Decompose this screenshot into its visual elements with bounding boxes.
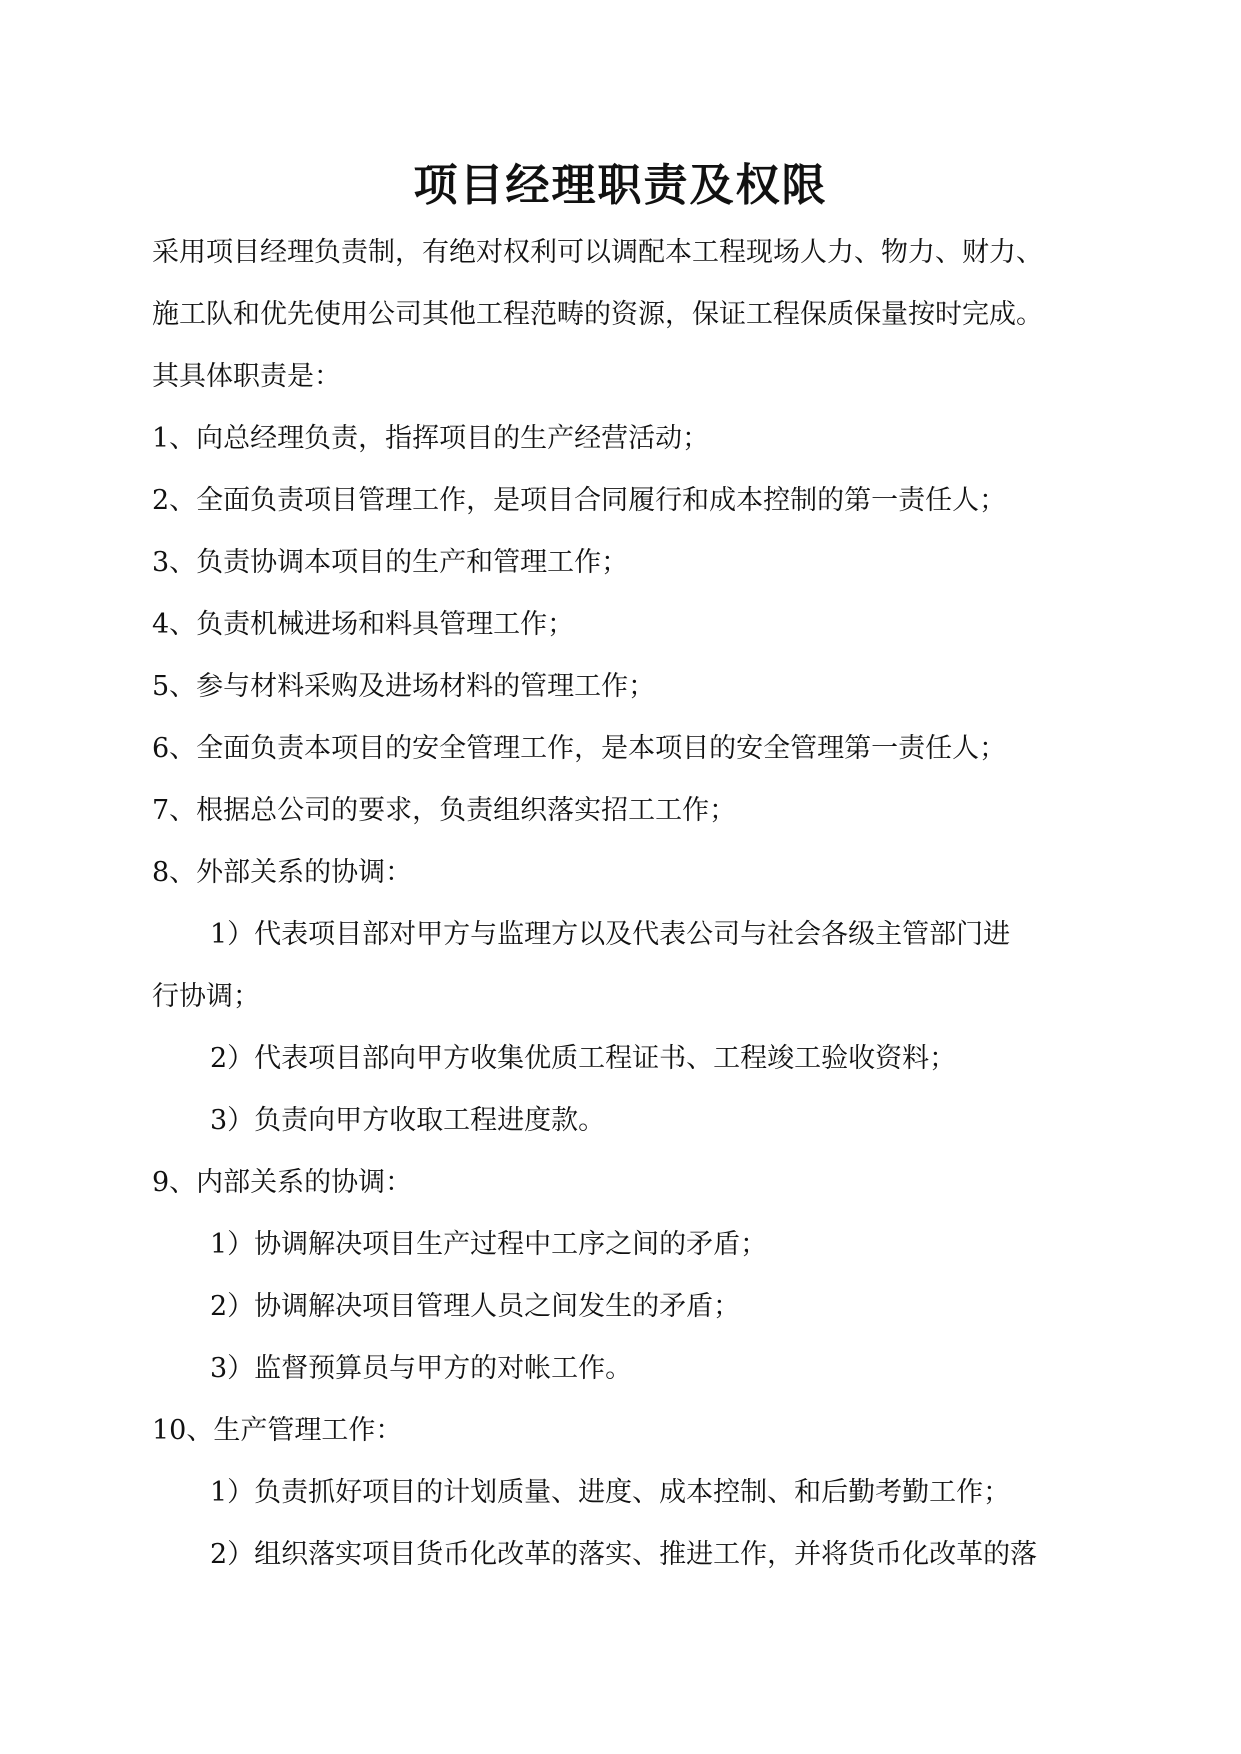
sub-item: 2）协调解决项目管理人员之间发生的矛盾； <box>210 1291 741 1322</box>
duty-item: 9、内部关系的协调： <box>152 1167 413 1198</box>
duty-item: 1、向总经理负责，指挥项目的生产经营活动； <box>152 423 710 454</box>
duty-item: 2、全面负责项目管理工作，是项目合同履行和成本控制的第一责任人； <box>152 485 1007 516</box>
duty-item: 6、全面负责本项目的安全管理工作，是本项目的安全管理第一责任人； <box>152 733 1007 764</box>
document-body <box>152 222 1092 1586</box>
sub-item: 1）代表项目部对甲方与监理方以及代表公司与社会各级主管部门进 <box>210 919 1011 950</box>
duty-item: 8、外部关系的协调： <box>152 857 413 888</box>
sub-item: 3）负责向甲方收取工程进度款。 <box>210 1105 606 1136</box>
sub-item: 2）代表项目部向甲方收集优质工程证书、工程竣工验收资料； <box>210 1043 957 1074</box>
paragraph-line: 施工队和优先使用公司其他工程范畴的资源，保证工程保质保量按时完成。 <box>152 299 1043 330</box>
duty-item: 5、参与材料采购及进场材料的管理工作； <box>152 671 656 702</box>
duty-item: 4、负责机械进场和料具管理工作； <box>152 609 575 640</box>
duty-item: 7、根据总公司的要求，负责组织落实招工工作； <box>152 795 737 826</box>
sub-item-continuation: 行协调； <box>152 981 260 1012</box>
sub-item: 1）协调解决项目生产过程中工序之间的矛盾； <box>210 1229 768 1260</box>
sub-item: 1）负责抓好项目的计划质量、进度、成本控制、和后勤考勤工作； <box>210 1477 1011 1508</box>
paragraph-line: 采用项目经理负责制，有绝对权利可以调配本工程现场人力、物力、财力、 <box>152 237 1043 268</box>
document-title: 项目经理职责及权限 <box>413 160 828 211</box>
sub-item: 3）监督预算员与甲方的对帐工作。 <box>210 1353 633 1384</box>
duty-item: 10、生产管理工作： <box>152 1415 403 1446</box>
sub-item: 2）组织落实项目货币化改革的落实、推进工作，并将货币化改革的落 <box>210 1539 1038 1570</box>
duty-item: 3、负责协调本项目的生产和管理工作； <box>152 547 629 578</box>
paragraph-line: 其具体职责是： <box>152 361 341 392</box>
